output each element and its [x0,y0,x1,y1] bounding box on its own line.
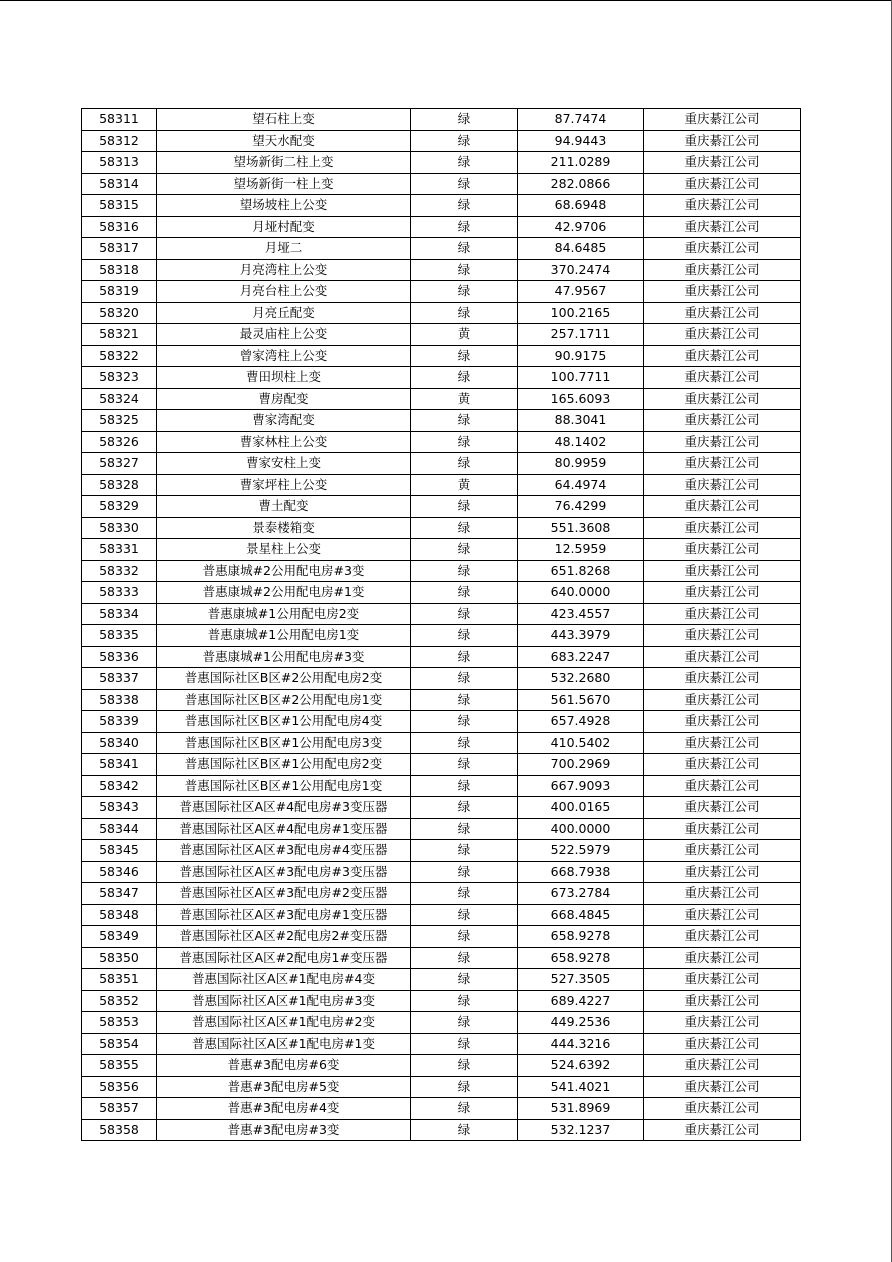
cell-company: 重庆綦江公司 [644,517,801,539]
cell-id: 58322 [82,345,157,367]
cell-value: 94.9443 [518,130,644,152]
table-row [82,603,801,625]
cell-id: 58352 [82,990,157,1012]
cell-id: 58323 [82,367,157,389]
cell-id: 58357 [82,1098,157,1120]
cell-status: 绿 [411,453,518,475]
cell-value: 282.0866 [518,173,644,195]
cell-name: 普惠国际社区B区#1公用配电房1变 [157,775,411,797]
cell-value: 370.2474 [518,259,644,281]
cell-status: 绿 [411,883,518,905]
cell-status: 绿 [411,582,518,604]
cell-id: 58325 [82,410,157,432]
cell-value: 42.9706 [518,216,644,238]
cell-status: 绿 [411,345,518,367]
table-row [82,947,801,969]
table-row [82,668,801,690]
cell-id: 58350 [82,947,157,969]
cell-name: 普惠国际社区A区#3配电房#2变压器 [157,883,411,905]
cell-id: 58337 [82,668,157,690]
cell-status: 绿 [411,130,518,152]
cell-status: 绿 [411,1076,518,1098]
table-row [82,883,801,905]
cell-status: 绿 [411,969,518,991]
cell-id: 58320 [82,302,157,324]
cell-id: 58314 [82,173,157,195]
table-row [82,1012,801,1034]
cell-name: 普惠国际社区A区#1配电房#3变 [157,990,411,1012]
cell-company: 重庆綦江公司 [644,152,801,174]
cell-status: 黄 [411,474,518,496]
cell-name: 曹家湾配变 [157,410,411,432]
table-row [82,560,801,582]
cell-value: 700.2969 [518,754,644,776]
cell-value: 88.3041 [518,410,644,432]
cell-name: 普惠#3配电房#5变 [157,1076,411,1098]
cell-id: 58330 [82,517,157,539]
cell-status: 绿 [411,496,518,518]
table-row [82,259,801,281]
cell-name: 曹家坪柱上公变 [157,474,411,496]
cell-company: 重庆綦江公司 [644,646,801,668]
cell-id: 58347 [82,883,157,905]
cell-company: 重庆綦江公司 [644,539,801,561]
table-row [82,388,801,410]
cell-id: 58318 [82,259,157,281]
cell-value: 524.6392 [518,1055,644,1077]
cell-value: 683.2247 [518,646,644,668]
cell-name: 普惠国际社区A区#1配电房#2变 [157,1012,411,1034]
cell-id: 58321 [82,324,157,346]
cell-company: 重庆綦江公司 [644,1033,801,1055]
cell-id: 58351 [82,969,157,991]
table-row [82,797,801,819]
table-row [82,453,801,475]
cell-company: 重庆綦江公司 [644,904,801,926]
cell-value: 444.3216 [518,1033,644,1055]
table-row [82,582,801,604]
cell-value: 100.2165 [518,302,644,324]
cell-value: 651.8268 [518,560,644,582]
cell-value: 90.9175 [518,345,644,367]
cell-value: 257.1711 [518,324,644,346]
cell-name: 普惠#3配电房#3变 [157,1119,411,1141]
cell-value: 87.7474 [518,109,644,131]
cell-status: 绿 [411,195,518,217]
cell-status: 绿 [411,1055,518,1077]
cell-name: 曹家安柱上变 [157,453,411,475]
cell-status: 绿 [411,797,518,819]
table-row [82,775,801,797]
cell-status: 绿 [411,367,518,389]
table-row [82,1119,801,1141]
cell-value: 657.4928 [518,711,644,733]
cell-name: 普惠康城#2公用配电房#3变 [157,560,411,582]
cell-value: 400.0000 [518,818,644,840]
cell-id: 58311 [82,109,157,131]
cell-status: 绿 [411,861,518,883]
cell-company: 重庆綦江公司 [644,474,801,496]
cell-value: 84.6485 [518,238,644,260]
cell-value: 668.7938 [518,861,644,883]
table-row [82,216,801,238]
cell-name: 普惠国际社区B区#2公用配电房1变 [157,689,411,711]
cell-company: 重庆綦江公司 [644,625,801,647]
cell-name: 普惠国际社区B区#2公用配电房2变 [157,668,411,690]
cell-value: 64.4974 [518,474,644,496]
cell-company: 重庆綦江公司 [644,883,801,905]
cell-value: 667.9093 [518,775,644,797]
cell-id: 58346 [82,861,157,883]
cell-name: 望场坡柱上公变 [157,195,411,217]
cell-value: 561.5670 [518,689,644,711]
cell-company: 重庆綦江公司 [644,324,801,346]
table-row [82,109,801,131]
cell-value: 668.4845 [518,904,644,926]
cell-name: 望场新街二柱上变 [157,152,411,174]
cell-company: 重庆綦江公司 [644,367,801,389]
cell-status: 绿 [411,668,518,690]
cell-company: 重庆綦江公司 [644,926,801,948]
cell-value: 689.4227 [518,990,644,1012]
table-row [82,990,801,1012]
cell-company: 重庆綦江公司 [644,109,801,131]
cell-company: 重庆綦江公司 [644,689,801,711]
cell-company: 重庆綦江公司 [644,603,801,625]
cell-company: 重庆綦江公司 [644,947,801,969]
cell-id: 58331 [82,539,157,561]
cell-company: 重庆綦江公司 [644,259,801,281]
cell-status: 绿 [411,947,518,969]
cell-name: 月亮湾柱上公变 [157,259,411,281]
cell-status: 绿 [411,990,518,1012]
cell-id: 58343 [82,797,157,819]
cell-company: 重庆綦江公司 [644,840,801,862]
cell-company: 重庆綦江公司 [644,754,801,776]
table-row [82,732,801,754]
table-row [82,302,801,324]
table-row [82,861,801,883]
table-row [82,474,801,496]
cell-value: 80.9959 [518,453,644,475]
cell-status: 绿 [411,109,518,131]
cell-status: 绿 [411,689,518,711]
table-row [82,281,801,303]
cell-status: 绿 [411,238,518,260]
cell-status: 绿 [411,302,518,324]
cell-status: 绿 [411,216,518,238]
cell-value: 531.8969 [518,1098,644,1120]
cell-company: 重庆綦江公司 [644,410,801,432]
cell-company: 重庆綦江公司 [644,173,801,195]
cell-company: 重庆綦江公司 [644,775,801,797]
cell-company: 重庆綦江公司 [644,1119,801,1141]
cell-id: 58336 [82,646,157,668]
cell-status: 绿 [411,1012,518,1034]
cell-status: 绿 [411,711,518,733]
cell-value: 47.9567 [518,281,644,303]
cell-company: 重庆綦江公司 [644,797,801,819]
cell-name: 望场新街一柱上变 [157,173,411,195]
table-row [82,926,801,948]
cell-value: 76.4299 [518,496,644,518]
table-row [82,539,801,561]
cell-id: 58353 [82,1012,157,1034]
table-row [82,130,801,152]
cell-status: 绿 [411,1119,518,1141]
cell-status: 绿 [411,646,518,668]
cell-id: 58358 [82,1119,157,1141]
cell-status: 绿 [411,431,518,453]
cell-id: 58315 [82,195,157,217]
cell-company: 重庆綦江公司 [644,582,801,604]
cell-name: 普惠国际社区B区#1公用配电房4变 [157,711,411,733]
cell-value: 527.3505 [518,969,644,991]
cell-id: 58328 [82,474,157,496]
cell-id: 58319 [82,281,157,303]
cell-value: 443.3979 [518,625,644,647]
cell-name: 普惠康城#1公用配电房1变 [157,625,411,647]
cell-id: 58356 [82,1076,157,1098]
cell-value: 211.0289 [518,152,644,174]
cell-status: 绿 [411,818,518,840]
cell-value: 532.1237 [518,1119,644,1141]
cell-status: 绿 [411,754,518,776]
cell-id: 58333 [82,582,157,604]
cell-company: 重庆綦江公司 [644,281,801,303]
table-row [82,711,801,733]
cell-status: 绿 [411,732,518,754]
cell-id: 58326 [82,431,157,453]
cell-status: 绿 [411,603,518,625]
cell-status: 黄 [411,388,518,410]
cell-status: 绿 [411,560,518,582]
cell-status: 绿 [411,904,518,926]
cell-id: 58324 [82,388,157,410]
cell-id: 58345 [82,840,157,862]
table-row [82,152,801,174]
cell-status: 绿 [411,775,518,797]
cell-id: 58316 [82,216,157,238]
cell-name: 普惠国际社区A区#2配电房1#变压器 [157,947,411,969]
cell-id: 58354 [82,1033,157,1055]
table-row [82,754,801,776]
cell-value: 410.5402 [518,732,644,754]
cell-id: 58355 [82,1055,157,1077]
cell-name: 普惠国际社区A区#3配电房#4变压器 [157,840,411,862]
cell-company: 重庆綦江公司 [644,1055,801,1077]
cell-name: 普惠康城#1公用配电房2变 [157,603,411,625]
cell-status: 绿 [411,517,518,539]
cell-id: 58339 [82,711,157,733]
cell-company: 重庆綦江公司 [644,560,801,582]
cell-id: 58329 [82,496,157,518]
cell-name: 曾家湾柱上公变 [157,345,411,367]
cell-name: 普惠国际社区A区#4配电房#1变压器 [157,818,411,840]
table-row [82,1055,801,1077]
cell-id: 58317 [82,238,157,260]
table-row [82,1033,801,1055]
cell-status: 绿 [411,281,518,303]
cell-status: 绿 [411,1033,518,1055]
cell-value: 48.1402 [518,431,644,453]
table-row [82,625,801,647]
cell-status: 绿 [411,152,518,174]
table-row [82,431,801,453]
cell-name: 曹田坝柱上变 [157,367,411,389]
cell-id: 58312 [82,130,157,152]
cell-value: 100.7711 [518,367,644,389]
cell-id: 58332 [82,560,157,582]
cell-name: 普惠#3配电房#4变 [157,1098,411,1120]
cell-company: 重庆綦江公司 [644,1076,801,1098]
table-row [82,238,801,260]
cell-name: 普惠#3配电房#6变 [157,1055,411,1077]
table-row [82,173,801,195]
cell-status: 绿 [411,259,518,281]
cell-company: 重庆綦江公司 [644,1098,801,1120]
table-body [82,109,801,1141]
cell-status: 绿 [411,1098,518,1120]
cell-company: 重庆綦江公司 [644,431,801,453]
cell-company: 重庆綦江公司 [644,238,801,260]
cell-name: 普惠国际社区A区#1配电房#4变 [157,969,411,991]
table-row [82,410,801,432]
cell-value: 551.3608 [518,517,644,539]
cell-id: 58327 [82,453,157,475]
cell-company: 重庆綦江公司 [644,818,801,840]
cell-company: 重庆綦江公司 [644,302,801,324]
cell-value: 673.2784 [518,883,644,905]
table-row [82,646,801,668]
cell-status: 绿 [411,625,518,647]
cell-company: 重庆綦江公司 [644,861,801,883]
cell-name: 月垭二 [157,238,411,260]
table-row [82,689,801,711]
table-row [82,1098,801,1120]
cell-id: 58334 [82,603,157,625]
cell-name: 曹房配变 [157,388,411,410]
cell-company: 重庆綦江公司 [644,453,801,475]
table-row [82,840,801,862]
cell-company: 重庆綦江公司 [644,345,801,367]
cell-value: 532.2680 [518,668,644,690]
cell-value: 658.9278 [518,947,644,969]
table-row [82,345,801,367]
cell-company: 重庆綦江公司 [644,990,801,1012]
table-row [82,517,801,539]
cell-name: 普惠国际社区A区#1配电房#1变 [157,1033,411,1055]
cell-id: 58335 [82,625,157,647]
cell-name: 月垭村配变 [157,216,411,238]
cell-id: 58340 [82,732,157,754]
cell-status: 黄 [411,324,518,346]
cell-name: 普惠国际社区B区#1公用配电房2变 [157,754,411,776]
cell-company: 重庆綦江公司 [644,668,801,690]
cell-name: 曹家林柱上公变 [157,431,411,453]
cell-company: 重庆綦江公司 [644,130,801,152]
cell-company: 重庆綦江公司 [644,388,801,410]
table-row [82,969,801,991]
cell-company: 重庆綦江公司 [644,732,801,754]
cell-name: 景泰楼箱变 [157,517,411,539]
cell-value: 541.4021 [518,1076,644,1098]
cell-value: 449.2536 [518,1012,644,1034]
cell-name: 月亮台柱上公变 [157,281,411,303]
cell-name: 最灵庙柱上公变 [157,324,411,346]
cell-company: 重庆綦江公司 [644,195,801,217]
cell-status: 绿 [411,840,518,862]
cell-id: 58349 [82,926,157,948]
cell-status: 绿 [411,173,518,195]
cell-name: 普惠国际社区B区#1公用配电房3变 [157,732,411,754]
cell-value: 658.9278 [518,926,644,948]
cell-name: 普惠国际社区A区#3配电房#1变压器 [157,904,411,926]
cell-company: 重庆綦江公司 [644,969,801,991]
cell-name: 望石柱上变 [157,109,411,131]
table-row [82,1076,801,1098]
cell-id: 58313 [82,152,157,174]
table-row [82,324,801,346]
cell-name: 普惠国际社区A区#2配电房2#变压器 [157,926,411,948]
cell-name: 普惠国际社区A区#4配电房#3变压器 [157,797,411,819]
cell-name: 普惠国际社区A区#3配电房#3变压器 [157,861,411,883]
cell-name: 月亮丘配变 [157,302,411,324]
cell-value: 68.6948 [518,195,644,217]
cell-company: 重庆綦江公司 [644,1012,801,1034]
cell-value: 400.0165 [518,797,644,819]
cell-id: 58341 [82,754,157,776]
cell-name: 普惠康城#1公用配电房#3变 [157,646,411,668]
cell-name: 望天水配变 [157,130,411,152]
cell-value: 165.6093 [518,388,644,410]
cell-value: 12.5959 [518,539,644,561]
page-top-border [0,0,892,1]
cell-value: 640.0000 [518,582,644,604]
cell-value: 423.4557 [518,603,644,625]
table-row [82,904,801,926]
cell-company: 重庆綦江公司 [644,711,801,733]
cell-company: 重庆綦江公司 [644,496,801,518]
cell-value: 522.5979 [518,840,644,862]
table-row [82,496,801,518]
cell-name: 普惠康城#2公用配电房#1变 [157,582,411,604]
cell-status: 绿 [411,926,518,948]
cell-status: 绿 [411,539,518,561]
cell-id: 58348 [82,904,157,926]
cell-name: 景星柱上公变 [157,539,411,561]
table-row [82,195,801,217]
cell-id: 58344 [82,818,157,840]
cell-name: 曹土配变 [157,496,411,518]
cell-id: 58338 [82,689,157,711]
cell-id: 58342 [82,775,157,797]
table-row [82,367,801,389]
transformer-table [81,108,801,1141]
cell-company: 重庆綦江公司 [644,216,801,238]
cell-status: 绿 [411,410,518,432]
table-row [82,818,801,840]
